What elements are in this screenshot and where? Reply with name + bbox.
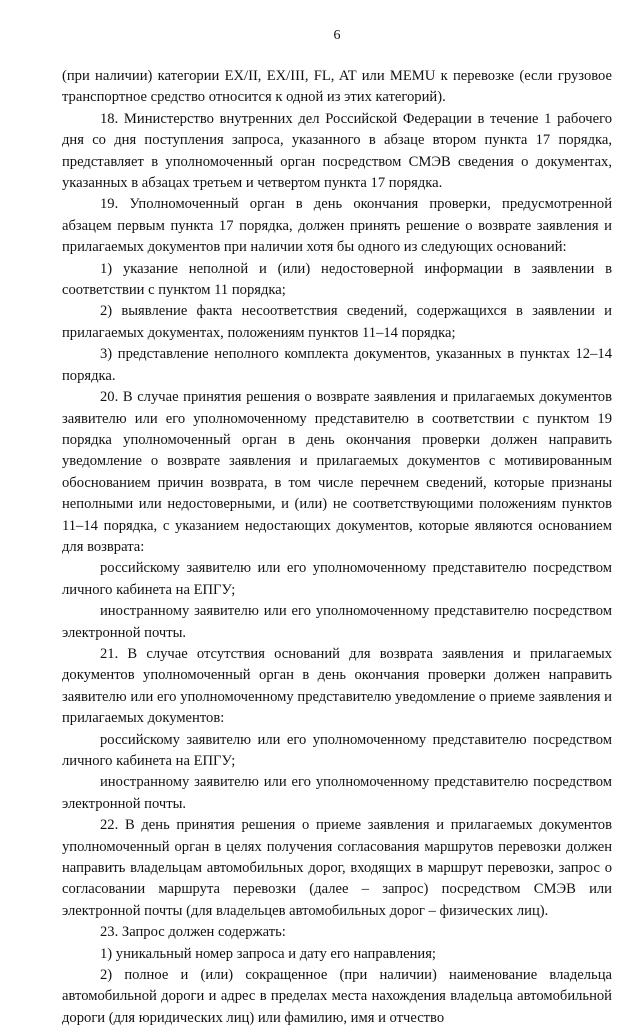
paragraph: иностранному заявителю или его уполномоченному представителю посредством электронной почты.	[62, 603, 612, 641]
paragraph: российскому заявителю или его уполномоченному представителю посредством личного кабинета на ЕПГУ;	[62, 560, 612, 598]
paragraph: 21. В случае отсутствия оснований для возврата заявления и прилагаемых документов уполномоченный орган в день окончания проверки должен направить заявителю или его уполномоченному представителю уведомление о приеме заявления и прилагаемых документов:	[62, 645, 612, 727]
paragraph: 23. Запрос должен содержать:	[100, 924, 286, 941]
paragraph: 18. Министерство внутренних дел Российской Федерации в течение 1 рабочего дня со дня поступления запроса, указанного в абзаце втором пункта 17 порядка, представляет в уполномоченный орган посредством СМЭВ сведения о документах, указанных в абзацах третьем и четвертом пункта 17 порядка.	[62, 110, 612, 192]
paragraph: 1) уникальный номер запроса и дату его направления;	[100, 945, 436, 962]
paragraph: 20. В случае принятия решения о возврате заявления и прилагаемых документов заявителю или его уполномоченному представителю в соответствии с пунктом 19 порядка уполномоченный орган в день окончания проверки должен направить уведомление о возврате заявления и прилагаемых документов с мотивированным обоснованием причин возврата, в том числе перечнем сведений, которые признаны неполными или недостоверными, и (или) не соответствующими положениям пунктов 11–14 порядка, с указанием недостающих документов, которые являются основанием для возврата:	[62, 389, 612, 555]
paragraph: 19. Уполномоченный орган в день окончания проверки, предусмотренной абзацем первым пункта 17 порядка, должен принять решение о возврате заявления и прилагаемых документов при наличии хотя бы одного из следующих оснований:	[62, 196, 612, 256]
page-number: 6	[333, 28, 341, 43]
paragraph: российскому заявителю или его уполномоченному представителю посредством личного кабинета на ЕПГУ;	[62, 731, 612, 769]
paragraph: иностранному заявителю или его уполномоченному представителю посредством электронной почты.	[62, 774, 612, 812]
paragraph: 2) выявление факта несоответствия сведений, содержащихся в заявлении и прилагаемых документах, положениям пунктов 11–14 порядка;	[62, 303, 612, 341]
paragraph: 1) указание неполной и (или) недостоверной информации в заявлении в соответствии с пунктом 11 порядка;	[62, 260, 612, 299]
paragraph: (при наличии) категории EX/II, EX/III, FL, AT или MEMU к перевозке (если грузовое транспортное средство относится к одной из этих категорий).	[62, 68, 612, 106]
paragraph: 3) представление неполного комплекта документов, указанных в пунктах 12–14 порядка.	[62, 346, 612, 384]
paragraph: 22. В день принятия решения о приеме заявления и прилагаемых документов уполномоченный орган в целях получения согласования маршрутов перевозки должен направить владельцам автомобильных дорог, входящих в маршрут перевозки, запрос о согласовании маршрута перевозки (далее – запрос) посредством СМЭВ или электронной почты (для владельцев автомобильных дорог – физических лиц).	[62, 817, 612, 919]
document-body	[62, 66, 612, 1029]
paragraph: 2) полное и (или) сокращенное (при наличии) наименование владельца автомобильной дороги и адрес в пределах места нахождения владельца автомобильной дороги (для юридических лиц) или фамилию, имя и отчество	[62, 967, 612, 1026]
